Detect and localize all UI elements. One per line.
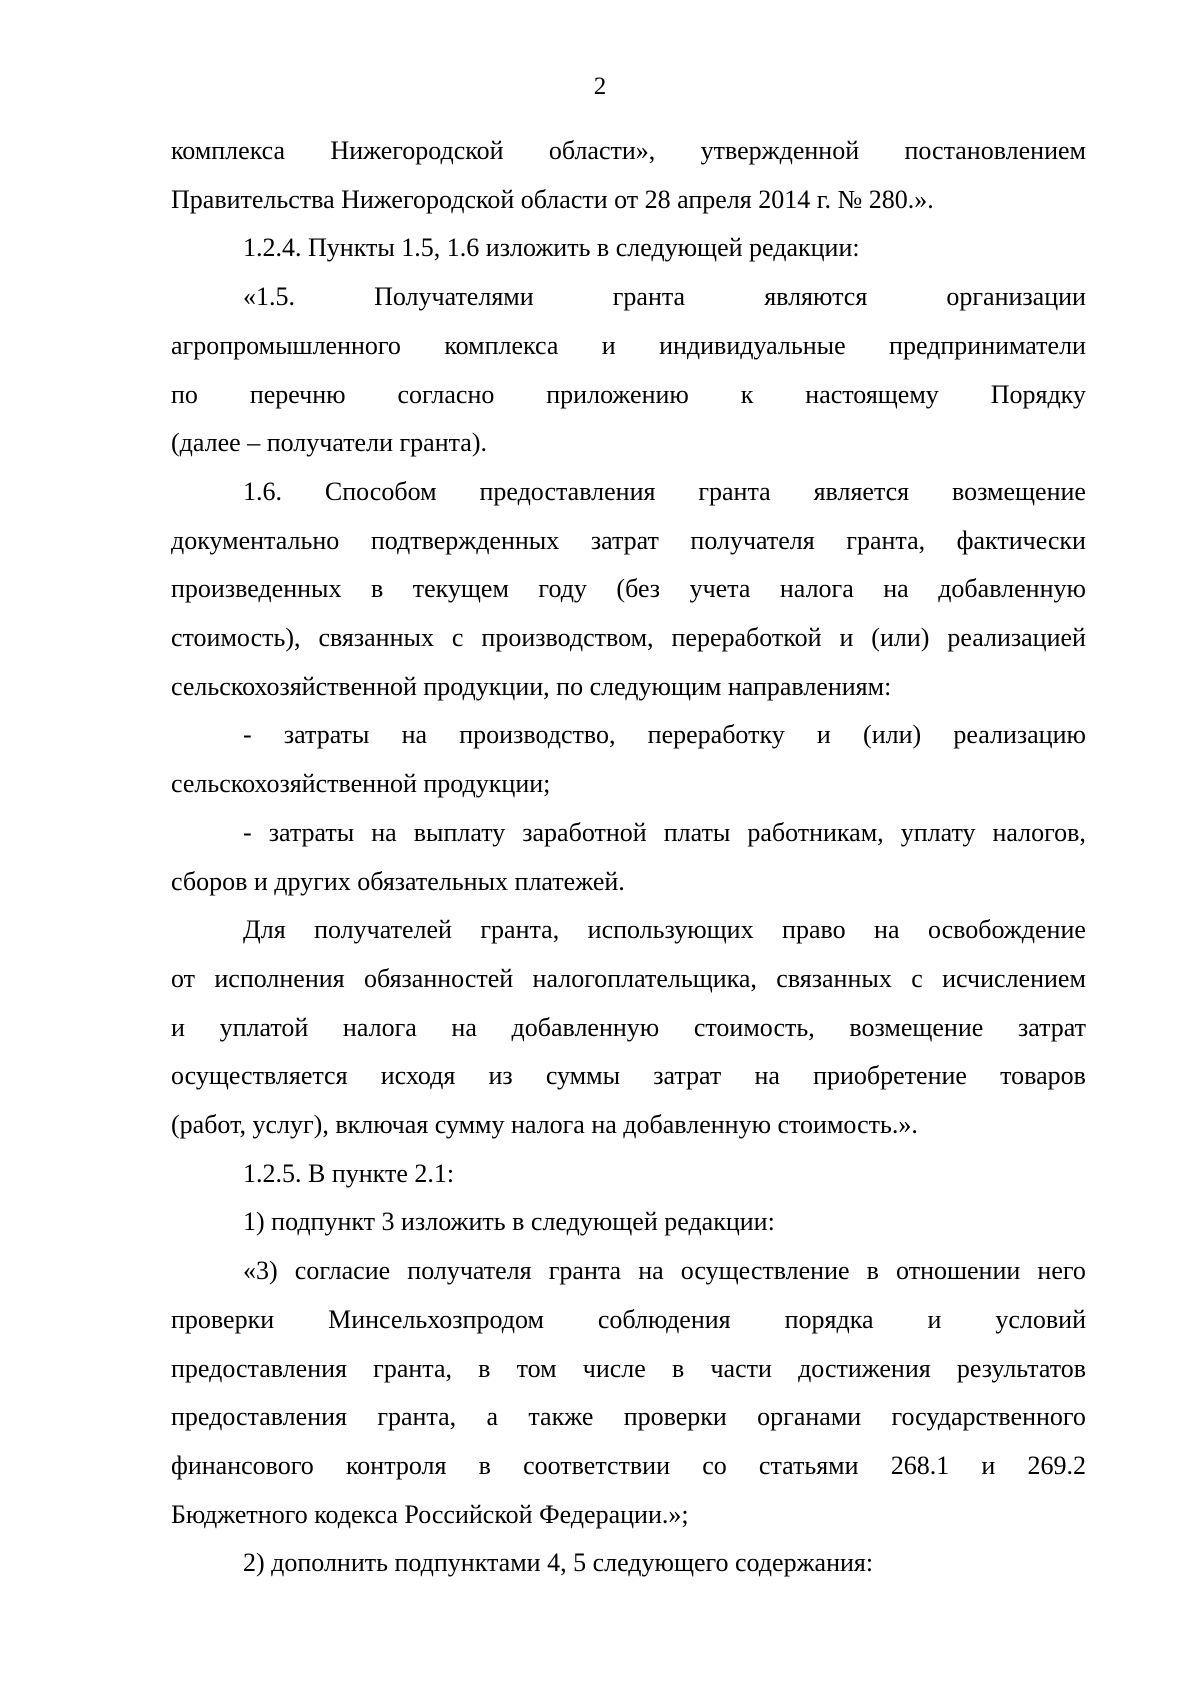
- text-line: [171, 1296, 1086, 1345]
- text-line: [171, 1247, 1086, 1296]
- text-line: [171, 322, 1086, 371]
- paragraph: [171, 1247, 1086, 1539]
- word: текущем: [412, 574, 509, 604]
- paragraph: [171, 1539, 1086, 1588]
- text-line: [171, 906, 1086, 955]
- word: и: [816, 720, 831, 750]
- word: перечню: [249, 379, 346, 409]
- paragraph: [171, 468, 1086, 712]
- word: стоимость,: [693, 1012, 815, 1042]
- word: «3): [243, 1256, 278, 1286]
- text-line: [171, 517, 1086, 566]
- word: (без: [616, 574, 661, 604]
- word: исходя: [380, 1061, 456, 1091]
- word: отношении: [896, 1256, 1021, 1286]
- word: производство,: [459, 720, 616, 750]
- word: (или): [871, 623, 930, 653]
- word: на: [451, 1012, 477, 1042]
- word: в: [370, 574, 384, 604]
- paragraph: [171, 1150, 1086, 1199]
- word: работникам,: [747, 817, 884, 847]
- word: «1.5.: [243, 282, 295, 312]
- word: документально: [171, 525, 340, 555]
- word: согласие: [294, 1256, 391, 1286]
- word: добавленную: [938, 574, 1086, 604]
- word: в: [478, 1450, 491, 1480]
- word: уплатой: [219, 1012, 309, 1042]
- word: комплекса: [171, 136, 286, 165]
- word: налога: [342, 1012, 417, 1042]
- text-line: (работ, услуг), включая сумму налога на добавленную стоимость.».: [171, 1110, 918, 1140]
- word: гранта: [698, 476, 771, 506]
- text-line: [171, 1345, 1086, 1394]
- word: предприниматели: [889, 330, 1086, 360]
- word: затрат: [590, 525, 659, 555]
- word: (или): [863, 720, 922, 750]
- word: от: [171, 963, 196, 993]
- word: с: [911, 963, 923, 993]
- word: получателя: [690, 525, 815, 555]
- word: него: [1037, 1256, 1086, 1286]
- text-line: [171, 955, 1086, 1004]
- word: гранта,: [377, 1402, 457, 1432]
- text-line: сельскохозяйственной продукции, по следующим направлениям:: [171, 671, 892, 701]
- word: фактически: [956, 525, 1086, 555]
- word: условий: [995, 1304, 1086, 1334]
- word: в: [478, 1353, 491, 1383]
- text-line: [171, 1052, 1086, 1101]
- text-line: [171, 468, 1086, 517]
- word: подтвержденных: [370, 525, 560, 555]
- word: утвержденной: [700, 136, 860, 165]
- word: том: [516, 1353, 557, 1383]
- text-line: [171, 1393, 1086, 1442]
- word: -: [243, 720, 252, 750]
- word: достижения: [798, 1353, 931, 1383]
- word: Способом: [324, 476, 437, 506]
- word: комплекса: [444, 330, 559, 360]
- word: области»,: [548, 136, 656, 165]
- text-line: [171, 371, 1086, 420]
- word: связанных: [318, 623, 434, 653]
- word: реализацией: [947, 623, 1086, 653]
- word: является: [813, 476, 910, 506]
- word: организации: [946, 282, 1086, 312]
- word: проверки: [171, 1304, 275, 1334]
- word: гранта,: [846, 525, 926, 555]
- word: части: [710, 1353, 772, 1383]
- word: в: [672, 1353, 685, 1383]
- paragraph: [171, 273, 1086, 468]
- word: государственного: [891, 1402, 1086, 1432]
- word: 269.2: [1027, 1450, 1086, 1480]
- word: получателя: [407, 1256, 532, 1286]
- word: из: [488, 1061, 513, 1091]
- word: и: [601, 330, 616, 360]
- word: затраты: [268, 817, 355, 847]
- text-line: [171, 273, 1086, 322]
- paragraph: [171, 906, 1086, 1150]
- word: произведенных: [171, 574, 342, 604]
- word: на: [371, 817, 397, 847]
- text-line: 1) подпункт 3 изложить в следующей редакции:: [243, 1207, 775, 1237]
- word: получателей: [314, 915, 452, 945]
- word: гранта: [548, 1256, 622, 1286]
- text-line: [171, 565, 1086, 614]
- text-line: [171, 1442, 1086, 1491]
- word: -: [243, 817, 252, 847]
- word: со: [702, 1450, 727, 1480]
- word: индивидуальные: [659, 330, 846, 360]
- word: а: [486, 1402, 499, 1432]
- word: и: [981, 1450, 996, 1480]
- word: Нижегородской: [330, 136, 504, 165]
- text-line: 1.2.5. В пункте 2.1:: [243, 1158, 455, 1188]
- word: и: [839, 623, 854, 653]
- word: учета: [689, 574, 751, 604]
- word: выплату: [413, 817, 506, 847]
- word: налога: [779, 574, 854, 604]
- word: налогоплательщика,: [532, 963, 757, 993]
- text-line: [171, 614, 1086, 663]
- word: осуществление: [680, 1256, 850, 1286]
- text-line: Бюджетного кодекса Российской Федерации.»;: [171, 1499, 689, 1529]
- word: уплату: [900, 817, 976, 847]
- paragraph: [171, 224, 1086, 273]
- word: реализацию: [953, 720, 1086, 750]
- word: 268.1: [890, 1450, 950, 1480]
- text-line: сельскохозяйственной продукции;: [171, 769, 551, 799]
- word: Порядку: [990, 379, 1086, 409]
- word: право: [782, 915, 846, 945]
- word: соблюдения: [597, 1304, 731, 1334]
- word: гранта,: [480, 915, 560, 945]
- word: использующих: [587, 915, 754, 945]
- word: также: [528, 1402, 594, 1432]
- text-line: (далее – получатели гранта).: [171, 428, 487, 458]
- word: контроля: [345, 1450, 447, 1480]
- paragraph: [171, 711, 1086, 808]
- word: затрат: [1017, 1012, 1086, 1042]
- word: к: [740, 379, 754, 409]
- word: в: [866, 1256, 879, 1286]
- word: исполнения: [214, 963, 345, 993]
- word: органами: [757, 1402, 862, 1432]
- text-line: [171, 1004, 1086, 1053]
- word: производством,: [481, 623, 654, 653]
- text-line: [171, 127, 1086, 176]
- word: предоставления: [171, 1353, 347, 1383]
- text-line: сборов и других обязательных платежей.: [171, 866, 625, 896]
- word: гранта: [612, 282, 686, 312]
- text-line: 2) дополнить подпунктами 4, 5 следующего содержания:: [243, 1548, 874, 1578]
- document-body: [171, 127, 1086, 1588]
- word: стоимость),: [171, 623, 301, 653]
- word: постановлением: [904, 136, 1086, 165]
- word: Для: [243, 915, 286, 945]
- word: суммы: [545, 1061, 621, 1091]
- word: на: [883, 574, 909, 604]
- word: затраты: [283, 720, 370, 750]
- word: переработку: [647, 720, 785, 750]
- word: предоставления: [171, 1402, 347, 1432]
- word: осуществляется: [171, 1061, 348, 1091]
- word: проверки: [623, 1402, 727, 1432]
- paragraph: [171, 809, 1086, 906]
- word: по: [171, 379, 198, 409]
- word: на: [401, 720, 428, 750]
- paragraph: [171, 1198, 1086, 1247]
- word: настоящему: [805, 379, 939, 409]
- paragraph: [171, 127, 1086, 224]
- text-line: Правительства Нижегородской области от 28 апреля 2014 г. № 280.».: [171, 184, 934, 214]
- word: возмещение: [952, 476, 1086, 506]
- word: Минсельхозпродом: [328, 1304, 544, 1334]
- word: гранта,: [373, 1353, 452, 1383]
- word: на: [754, 1061, 780, 1091]
- word: году: [538, 574, 587, 604]
- text-line: [171, 809, 1086, 858]
- word: на: [874, 915, 900, 945]
- word: агропромышленного: [171, 330, 401, 360]
- word: добавленную: [511, 1012, 660, 1042]
- text-line: [171, 711, 1086, 760]
- word: 1.6.: [243, 476, 282, 506]
- word: с: [451, 623, 464, 653]
- word: налогов,: [992, 817, 1086, 847]
- word: и: [171, 1012, 185, 1042]
- word: связанных: [776, 963, 892, 993]
- text-line: 1.2.4. Пункты 1.5, 1.6 изложить в следующей редакции:: [243, 233, 860, 263]
- word: являются: [764, 282, 868, 312]
- word: результатов: [956, 1353, 1086, 1383]
- word: статьями: [758, 1450, 859, 1480]
- word: соответствии: [523, 1450, 671, 1480]
- word: согласно: [397, 379, 495, 409]
- word: переработкой: [671, 623, 822, 653]
- word: Получателями: [374, 282, 534, 312]
- word: финансового: [171, 1450, 314, 1480]
- word: освобождение: [927, 915, 1086, 945]
- word: предоставления: [479, 476, 656, 506]
- word: порядка: [784, 1304, 874, 1334]
- word: приобретение: [813, 1061, 967, 1091]
- word: и: [927, 1304, 942, 1334]
- word: исчислением: [942, 963, 1086, 993]
- word: заработной: [522, 817, 647, 847]
- word: обязанностей: [364, 963, 514, 993]
- page-number: 2: [593, 73, 607, 100]
- word: товаров: [1000, 1061, 1086, 1091]
- word: на: [638, 1256, 664, 1286]
- word: приложению: [546, 379, 689, 409]
- word: затрат: [653, 1061, 722, 1091]
- word: числе: [582, 1353, 646, 1383]
- word: платы: [663, 817, 731, 847]
- word: возмещение: [849, 1012, 984, 1042]
